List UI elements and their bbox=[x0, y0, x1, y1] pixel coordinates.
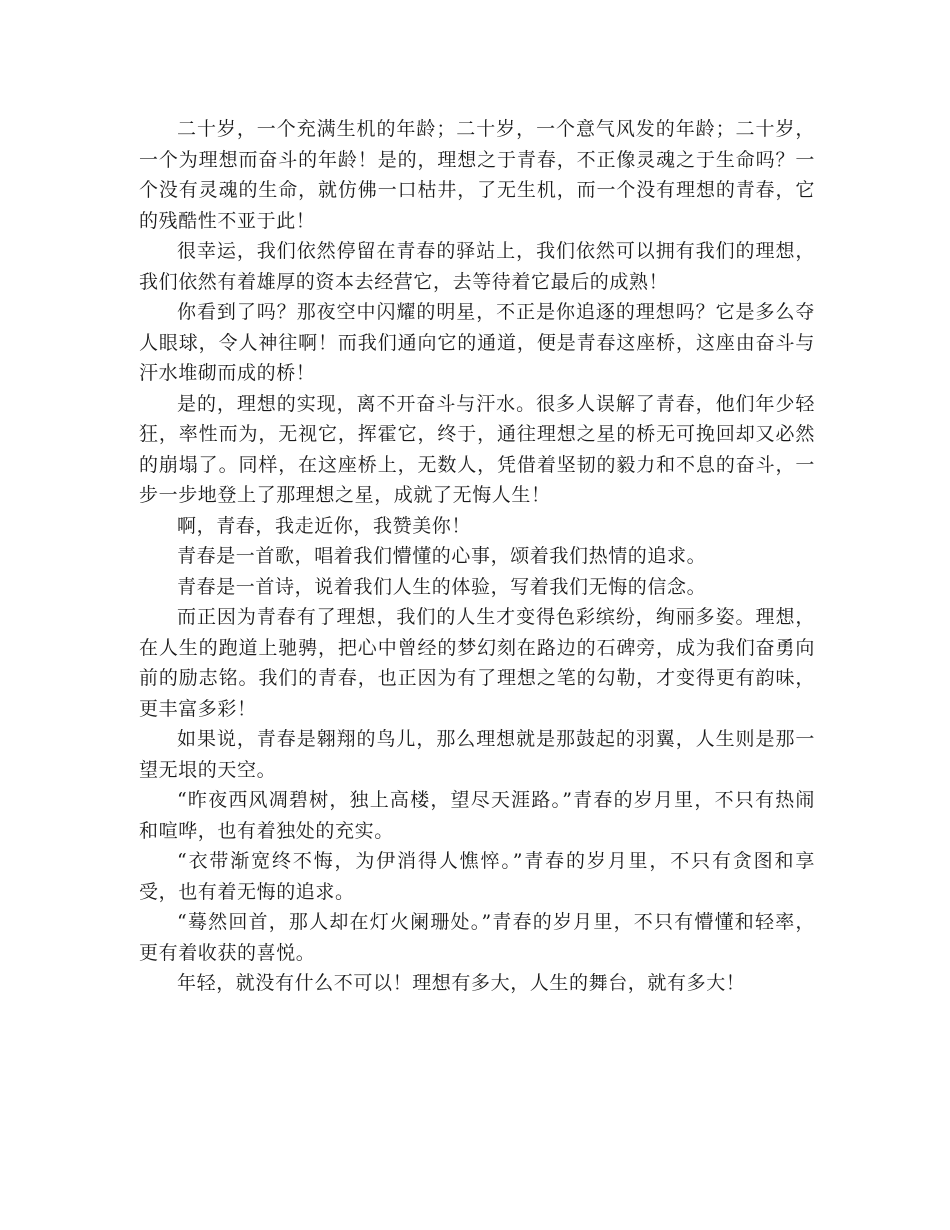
paragraph: 青春是一首诗，说着我们人生的体验，写着我们无悔的信念。 bbox=[177, 575, 707, 598]
paragraph: “衣带渐宽终不悔，为伊消得人憔悴。”青春的岁月里，不只有贪图和享受，也有着无悔的追求。 bbox=[139, 850, 815, 903]
paragraph: 是的，理想的实现，离不开奋斗与汗水。很多人误解了青春，他们年少轻狂，率性而为，无视它，挥霍它，终于，通往理想之星的桥无可挽回却又必然的崩塌了。同样，在这座桥上，无数人，凭借着坚韧的毅力和不息的奋斗，一步一步地登上了那理想之星，成就了无悔人生！ bbox=[139, 392, 815, 506]
paragraph: 二十岁，一个充满生机的年龄；二十岁，一个意气风发的年龄；二十岁，一个为理想而奋斗的年龄！是的，理想之于青春，不正像灵魂之于生命吗？一个没有灵魂的生命，就仿佛一口枯井，了无生机，而一个没有理想的青春，它的残酷性不亚于此！ bbox=[139, 118, 815, 232]
paragraph: “蓦然回首，那人却在灯火阑珊处。”青春的岁月里，不只有懵懂和轻率，更有着收获的喜悦。 bbox=[139, 911, 815, 964]
paragraph: “昨夜西风凋碧树，独上高楼，望尽天涯路。”青春的岁月里，不只有热闹和喧哗，也有着独处的充实。 bbox=[139, 789, 815, 842]
paragraph: 而正因为青春有了理想，我们的人生才变得色彩缤纷，绚丽多姿。理想，在人生的跑道上驰骋，把心中曾经的梦幻刻在路边的石碑旁，成为我们奋勇向前的励志铭。我们的青春，也正因为有了理想之笔的勾勒，才变得更有韵味，更丰富多彩！ bbox=[139, 606, 815, 720]
paragraph: 如果说，青春是翱翔的鸟儿，那么理想就是那鼓起的羽翼，人生则是那一望无垠的天空。 bbox=[139, 728, 815, 781]
paragraph: 很幸运，我们依然停留在青春的驿站上，我们依然可以拥有我们的理想，我们依然有着雄厚的资本去经营它，去等待着它最后的成熟！ bbox=[139, 240, 815, 293]
paragraph: 青春是一首歌，唱着我们懵懂的心事，颂着我们热情的追求。 bbox=[177, 545, 707, 567]
paragraph: 啊，青春，我走近你，我赞美你！ bbox=[177, 514, 472, 537]
paragraph: 你看到了吗？那夜空中闪耀的明星，不正是你追逐的理想吗？它是多么夺人眼球，令人神往啊！而我们通向它的通道，便是青春这座桥，这座由奋斗与汗水堆砌而成的桥！ bbox=[139, 301, 815, 384]
paragraph: 年轻，就没有什么不可以！理想有多大，人生的舞台，就有多大！ bbox=[177, 972, 746, 994]
document-body bbox=[139, 114, 815, 999]
